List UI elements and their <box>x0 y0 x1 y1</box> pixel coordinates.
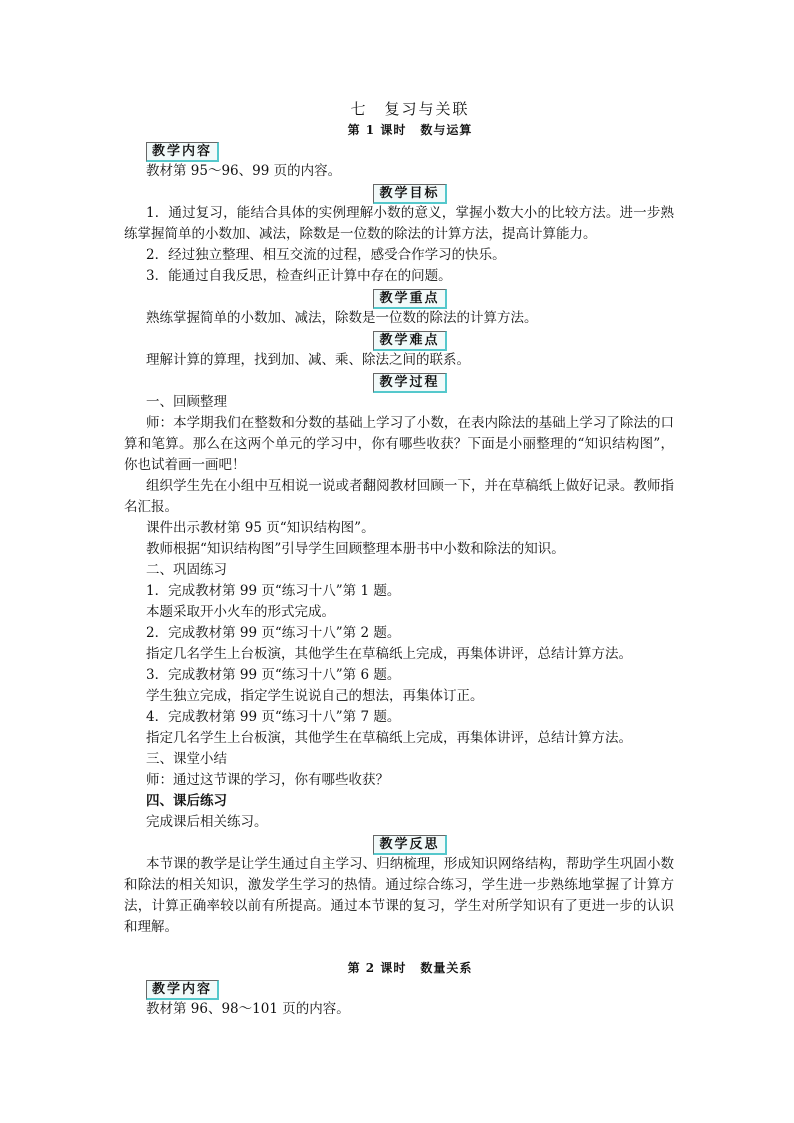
difficulty-heading: 教学难点 <box>373 331 446 351</box>
lesson2-name: 数量关系 <box>420 961 473 975</box>
section-1-paragraph-2: 组织学生先在小组中互相说一说或者翻阅教材回顾一下，并在草稿纸上做好记录。教师指名汇报。 <box>124 478 674 515</box>
section-4-text: 完成课后相关练习。 <box>146 814 268 830</box>
difficulty-heading-wrap <box>146 329 674 350</box>
reflection-text: 本节课的教学是让学生通过自主学习、归纳梳理，形成知识网络结构，帮助学生巩固小数和除法的相关知识，激发学生学习的热情。通过综合练习，学生进一步熟练地掌握了计算方法，计算正确率较以前有所提高。通过本节课的复习，学生对所学知识有了更进一步的认识和理解。 <box>124 856 674 935</box>
reflection-heading: 教学反思 <box>373 835 446 855</box>
goal-item-1: 1．通过复习，能结合具体的实例理解小数的意义，掌握小数大小的比较方法。进一步熟练掌握简单的小数加、减法，除数是一位数的除法的计算方法，提高计算能力。 <box>124 205 674 242</box>
lesson2-title <box>146 958 674 978</box>
section-1-paragraph-1: 师：本学期我们在整数和分数的基础上学习了小数，在表内除法的基础上学习了除法的口算和笔算。那么在这两个单元的学习中，你有哪些收获？下面是小丽整理的“知识结构图”，你也试着画一画吧！ <box>124 415 674 473</box>
lesson1-title <box>146 120 674 140</box>
process-heading-wrap <box>146 371 674 392</box>
key-heading: 教学重点 <box>373 289 446 309</box>
lesson-spacer <box>146 938 674 958</box>
section-1-paragraph-4: 教师根据“知识结构图”引导学生回顾整理本册书中小数和除法的知识。 <box>146 541 565 557</box>
content-heading-wrap <box>146 140 674 161</box>
difficulty-text: 理解计算的算理，找到加、减、乘、除法之间的联系。 <box>146 352 470 368</box>
section-1-heading: 一、回顾整理 <box>146 394 227 410</box>
goal-item-3: 3．能通过自我反思，检查纠正计算中存在的问题。 <box>146 268 452 284</box>
section-2-item-7: 4．完成教材第 99 页“练习十八”第 7 题。 <box>146 709 401 725</box>
section-2-item-4: 指定几名学生上台板演，其他学生在草稿纸上完成，再集体讲评，总结计算方法。 <box>146 646 632 662</box>
section-2-item-3: 2．完成教材第 99 页“练习十八”第 2 题。 <box>146 625 401 641</box>
key-heading-wrap <box>146 287 674 308</box>
reflection-heading-wrap <box>146 833 674 854</box>
content-heading: 教学内容 <box>146 142 219 162</box>
lesson1-number: 第 1 课时 <box>347 123 407 137</box>
goals-heading-wrap <box>146 182 674 203</box>
section-4-heading: 四、课后练习 <box>146 793 227 809</box>
section-2-heading: 二、巩固练习 <box>146 562 227 578</box>
section-2-item-1: 1．完成教材第 99 页“练习十八”第 1 题。 <box>146 583 401 599</box>
lesson2-content-heading: 教学内容 <box>146 980 219 1000</box>
section-2-item-2: 本题采取开小火车的形式完成。 <box>146 604 335 620</box>
goals-heading: 教学目标 <box>373 184 446 204</box>
lesson1-name: 数与运算 <box>420 123 473 137</box>
section-2-item-5: 3．完成教材第 99 页“练习十八”第 6 题。 <box>146 667 401 683</box>
section-1-paragraph-3: 课件出示教材第 95 页“知识结构图”。 <box>146 520 375 536</box>
section-3-text: 师：通过这节课的学习，你有哪些收获？ <box>146 772 389 788</box>
section-3-heading: 三、课堂小结 <box>146 751 227 767</box>
process-heading: 教学过程 <box>373 373 446 393</box>
lesson2-number: 第 2 课时 <box>347 961 407 975</box>
document-page <box>124 96 674 1020</box>
goal-item-2: 2．经过独立整理、相互交流的过程，感受合作学习的快乐。 <box>146 247 506 263</box>
content-text: 教材第 95～96、99 页的内容。 <box>146 163 342 179</box>
lesson2-content-heading-wrap <box>146 978 674 999</box>
section-2-item-8: 指定几名学生上台板演，其他学生在草稿纸上完成，再集体讲评，总结计算方法。 <box>146 730 632 746</box>
lesson2-content-text: 教材第 96、98～101 页的内容。 <box>146 1001 350 1017</box>
chapter-title: 七 复习与关联 <box>350 100 470 118</box>
section-2-item-6: 学生独立完成，指定学生说说自己的想法，再集体订正。 <box>146 688 484 704</box>
key-text: 熟练掌握简单的小数加、减法，除数是一位数的除法的计算方法。 <box>146 310 538 326</box>
